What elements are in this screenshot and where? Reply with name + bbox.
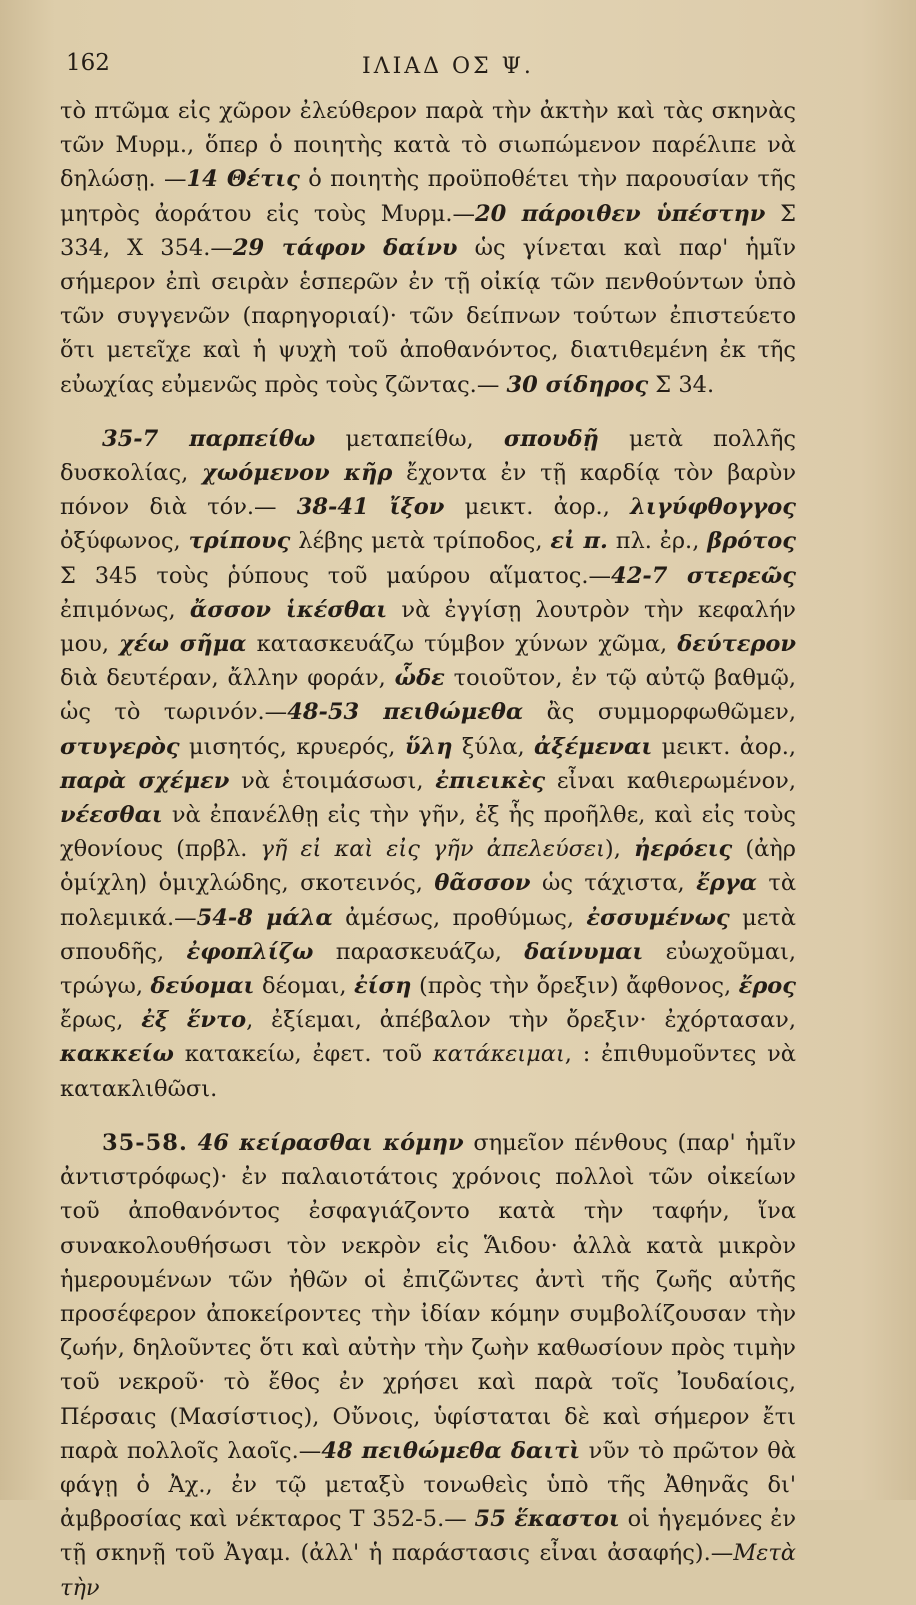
lemma: ἄσσον ἱκέσθαι bbox=[189, 596, 388, 623]
text-run: δέομαι, bbox=[254, 973, 354, 1000]
lemma: 29 τάφον δαίνυ bbox=[232, 234, 458, 261]
lemma: 48 πειθώμεθα δαιτὶ bbox=[321, 1437, 581, 1464]
text-run: πλ. ἐρ., bbox=[607, 528, 708, 555]
section-label: 35-58. bbox=[102, 1129, 188, 1156]
lemma: 35-7 παρπείθω bbox=[102, 425, 316, 452]
lemma: ἐπιεικὲς bbox=[435, 767, 546, 794]
lemma: δαίνυμαι bbox=[524, 938, 644, 965]
lemma: στυγερὸς bbox=[60, 733, 180, 760]
lemma: παρὰ σχέμεν bbox=[60, 767, 230, 794]
text-run bbox=[188, 1130, 198, 1156]
text-run: οἱ ἡγεμόνες ἐν τῇ σκηνῇ τοῦ Ἀγαμ. (ἀλλ' ἡ παράστασις εἶναι ἀσαφής).— bbox=[60, 1506, 796, 1567]
text-run: ὡς γίνεται καὶ παρ' ἡμῖν σήμερον ἐπὶ σειρὰν ἑσπερῶν ἐν τῇ οἰκίᾳ τῶν πενθούντων ὑπὸ τῶν συγγενῶν (παρηγοριαί)· τῶν δείπνων τούτων ἐπιστεύετο ὅτι μετεῖχε καὶ ἡ ψυχὴ τοῦ ἀποθανόντος, διατιθεμένη ἐκ τῆς εὐωχίας εὐμενῶς πρὸς τοὺς ζῶντας.— bbox=[60, 234, 796, 398]
lemma: 48-53 πειθώμεθα bbox=[287, 699, 524, 726]
text-run: , ἐξίεμαι, ἀπέβαλον τὴν ὄρεξιν· ἐχόρτασαν, bbox=[246, 1007, 796, 1034]
text-run: μεικτ. ἀορ., bbox=[652, 733, 797, 760]
text-run: ξύλα, bbox=[452, 733, 534, 760]
text-run: λέβης μετὰ τρίποδος, bbox=[290, 528, 551, 555]
lemma: ἐξ ἕντο bbox=[141, 1007, 247, 1034]
text-run: διὰ δευτέραν, ἄλλην φοράν, bbox=[60, 665, 395, 692]
lemma: 55 ἕκαστοι bbox=[474, 1506, 620, 1533]
text-run: (ἀὴρ ὁμίχλη) ὁμιχλώδης, σκοτεινός, bbox=[60, 836, 797, 897]
lemma: 30 σίδηρος bbox=[506, 371, 649, 398]
lemma: ὕλη bbox=[404, 733, 453, 760]
text-run: κατασκευάζω τύμβον χύνων χῶμα, bbox=[246, 631, 678, 658]
text-run: παρασκευάζω, bbox=[313, 938, 525, 965]
text-run: ἔρως, bbox=[60, 1007, 142, 1034]
text-run: (πρὸς τὴν ὄρεξιν) ἄφθονος, bbox=[411, 973, 739, 1000]
italic-run: Μετὰ τὴν bbox=[60, 1540, 796, 1601]
lemma: τρίπους bbox=[188, 528, 291, 555]
text-run: , : ἐπιθυμοῦντες νὰ κατακλιθῶσι. bbox=[60, 1041, 796, 1102]
paragraph-1 bbox=[60, 94, 796, 402]
text-run: Σ 334, Χ 354.— bbox=[60, 200, 796, 261]
lemma: 14 Θέτις bbox=[186, 166, 300, 193]
text-run: κατακείω, ἐφετ. τοῦ bbox=[173, 1041, 433, 1068]
lemma: δεύτερον bbox=[677, 631, 796, 658]
text-run: σημεῖον πένθους (παρ' ἡμῖν ἀντιστρόφως)· ἐν παλαιοτάτοις χρόνοις πολλοὶ τῶν οἰκείων τοῦ ἀποθανόντος ἐσφαγιάζοντο κατὰ τὴν ταφήν, ἵνα συνακολουθήσωσι τὸν νεκρὸν εἰς Ἅιδου· ἀλλὰ κατὰ μικρὸν ἡμερουμένων τῶν ἠθῶν οἱ ἐπιζῶντες ἀντὶ τῆς ζωῆς αὐτῆς προσέφερον ἀποκείροντες τὴν ἰδίαν κόμην συμβολίζουσαν τὴν ζωήν, δηλοῦντες ὅτι καὶ αὐτὴν τὴν ζωὴν καθωσίουν πρὸς τιμὴν τοῦ νεκροῦ· τὸ ἔθος ἐν χρήσει καὶ παρὰ τοῖς Ἰουδαίοις, Πέρσαις (Μασίστιος), Οὔνοις, ὑφίσταται δὲ καὶ σήμερον ἔτι παρὰ πολλοῖς λαοῖς.— bbox=[60, 1129, 797, 1464]
lemma: 54-8 μάλα bbox=[196, 904, 333, 931]
lemma: ἠερόεις bbox=[633, 836, 733, 863]
page-number: 162 bbox=[66, 50, 110, 76]
commentary-text bbox=[60, 94, 796, 1605]
lemma: 38-41 ἴξον bbox=[296, 494, 445, 521]
italic-run: κατάκειμαι bbox=[432, 1041, 565, 1068]
lemma: νέεσθαι bbox=[60, 802, 163, 829]
paragraph-3 bbox=[60, 1126, 796, 1605]
lemma: λιγύφθογγος bbox=[630, 494, 796, 521]
text-run: μετὰ πολλῆς δυσκολίας, bbox=[60, 425, 796, 487]
lemma: 20 πάροιθεν ὑπέστην bbox=[475, 200, 766, 227]
text-run: ὁ ποιητὴς προϋποθέτει τὴν παρουσίαν τῆς μητρὸς ἀοράτου εἰς τοὺς Μυρμ.— bbox=[60, 166, 796, 227]
text-run: εἶναι καθιερωμένον, bbox=[545, 767, 797, 794]
text-run: τοιοῦτον, ἐν τῷ αὐτῷ βαθμῷ, ὡς τὸ τωρινόν.— bbox=[60, 665, 796, 726]
text-run: μετὰ σπουδῆς, bbox=[60, 904, 796, 965]
text-run: Σ 345 τοὺς ῥύπους τοῦ μαύρου αἵματος.— bbox=[60, 562, 612, 589]
text-run: ὀξύφωνος, bbox=[60, 528, 189, 555]
text-run: ἔχοντα ἐν τῇ καρδίᾳ τὸν βαρὺν πόνον διὰ τόν.— bbox=[60, 460, 796, 521]
text-run: Σ 34. bbox=[648, 371, 715, 398]
text-run: μεταπείθω, bbox=[315, 425, 504, 452]
lemma: 46 κείρασθαι κόμην bbox=[197, 1129, 464, 1156]
text-run: τὸ πτῶμα εἰς χῶρον ἐλεύθερον παρὰ τὴν ἀκτὴν καὶ τὰς σκηνὰς τῶν Μυρμ., ὅπερ ὁ ποιητὴς κατὰ τὸ σιωπώμενον παρέλιπε νὰ δηλώσῃ. — bbox=[60, 98, 796, 193]
text-run: νῦν τὸ πρῶτον θὰ φάγῃ ὁ Ἀχ., ἐν τῷ μεταξὺ τονωθεὶς ὑπὸ τῆς Ἀθηνᾶς δι' ἀμβροσίας καὶ νέκταρος Τ 352-5.— bbox=[60, 1437, 796, 1533]
text-run: ἀμέσως, προθύμως, bbox=[332, 904, 587, 931]
lemma: ἐφοπλίζω bbox=[186, 938, 314, 965]
lemma: χέω σῆμα bbox=[119, 631, 247, 658]
text-run: μεικτ. ἀορ., bbox=[444, 494, 631, 521]
text-run: ὡς τάχιστα, bbox=[530, 870, 697, 897]
lemma: ἔρος bbox=[738, 973, 796, 1000]
lemma: ἔργα bbox=[696, 870, 757, 897]
text-run: νὰ ἐπανέλθῃ εἰς τὴν γῆν, ἐξ ἧς προῆλθε, καὶ εἰς τοὺς χθονίους (πρβλ. bbox=[60, 802, 796, 863]
text-run: μισητός, κρυερός, bbox=[179, 733, 405, 760]
lemma: θᾶσσον bbox=[434, 870, 531, 897]
lemma: δεύομαι bbox=[150, 973, 255, 1000]
italic-run: γῆ εἰ καὶ εἰς γῆν ἀπελεύσει bbox=[260, 836, 605, 863]
lemma: κακκείω bbox=[60, 1041, 174, 1068]
text-run: εὐωχοῦμαι, τρώγω, bbox=[60, 938, 796, 1000]
lemma: ἐίση bbox=[353, 973, 412, 1000]
text-run: ἂς συμμορφωθῶμεν, bbox=[523, 699, 796, 726]
text-run: νὰ ἑτοιμάσωσι, bbox=[229, 767, 436, 794]
lemma: 42-7 στερεῶς bbox=[611, 562, 796, 589]
lemma: ὧδε bbox=[394, 665, 445, 692]
lemma: εἰ π. bbox=[550, 528, 608, 555]
lemma: ἐσσυμένως bbox=[586, 904, 730, 931]
lemma: χωόμενον κῆρ bbox=[202, 460, 393, 487]
lemma: ἀξέμεναι bbox=[533, 733, 653, 760]
text-run: ), bbox=[604, 836, 634, 863]
running-title: ΙΛΙΑΔ ΟΣ Ψ. bbox=[362, 54, 534, 79]
text-run: τὰ πολεμικά.— bbox=[60, 870, 797, 931]
lemma: σπουδῇ bbox=[503, 425, 599, 452]
text-run: ἐπιμόνως, bbox=[60, 596, 190, 623]
lemma: βρότος bbox=[707, 528, 796, 555]
paragraph-2 bbox=[60, 422, 796, 1106]
text-run: νὰ ἐγγίσῃ λουτρὸν τὴν κεφαλήν μου, bbox=[60, 596, 796, 658]
